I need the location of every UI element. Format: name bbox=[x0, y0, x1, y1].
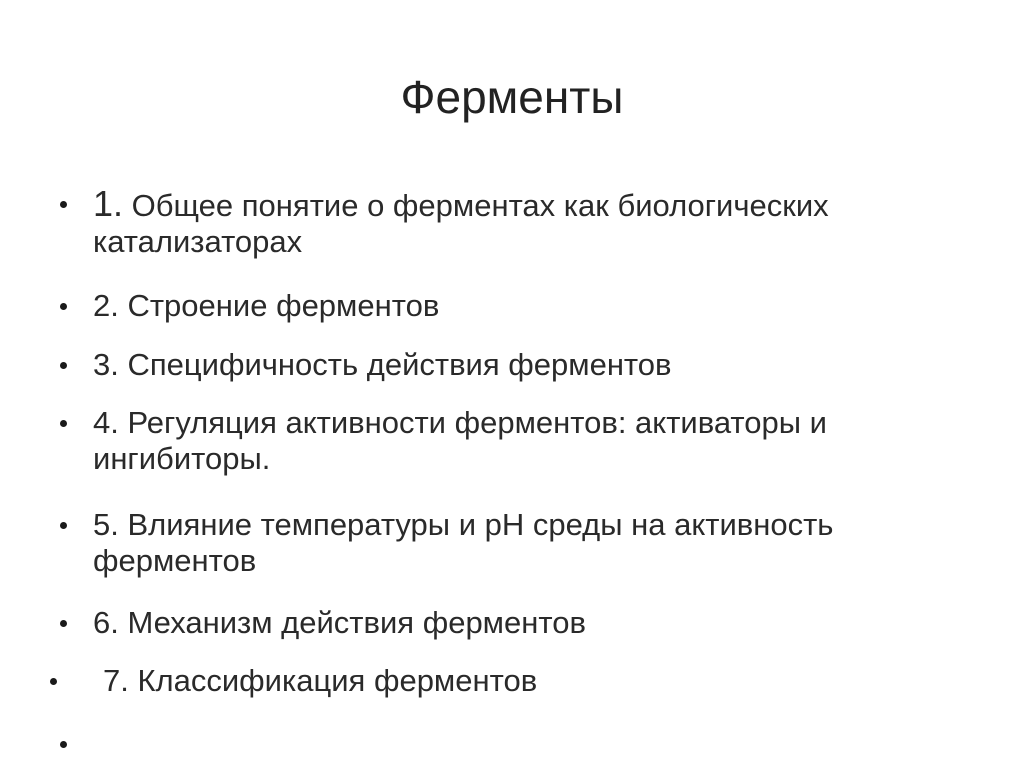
bullet-icon bbox=[60, 420, 67, 427]
bullet-icon bbox=[60, 362, 67, 369]
list-item-text: 5. Влияние температуры и рН среды на активность ферментов bbox=[93, 507, 834, 578]
list-item-text: 3. Специфичность действия ферментов bbox=[93, 347, 672, 382]
list-item bbox=[93, 663, 983, 699]
list-item bbox=[93, 288, 973, 324]
list-item bbox=[93, 507, 973, 579]
slide-title: Ферменты bbox=[400, 71, 624, 123]
bullet-icon bbox=[60, 201, 67, 208]
list-item-text: 4. Регуляция активности ферментов: активаторы и ингибиторы. bbox=[93, 405, 827, 476]
list-item bbox=[93, 183, 973, 260]
bullet-icon bbox=[60, 741, 67, 748]
list-item-text: 2. Строение ферментов bbox=[93, 288, 440, 323]
list-item bbox=[93, 405, 973, 477]
list-item-text: 7. Классификация ферментов bbox=[103, 663, 538, 698]
bullet-icon bbox=[60, 522, 67, 529]
list-item-text: 6. Механизм действия ферментов bbox=[93, 605, 586, 640]
list-item-text: Общее понятие о ферментах как биологических катализаторах bbox=[93, 188, 829, 259]
list-item-number: 1. bbox=[93, 183, 124, 224]
bullet-icon bbox=[60, 303, 67, 310]
list-item bbox=[93, 605, 973, 641]
list-item bbox=[93, 347, 973, 383]
bullet-icon bbox=[60, 620, 67, 627]
bullet-icon bbox=[50, 678, 57, 685]
